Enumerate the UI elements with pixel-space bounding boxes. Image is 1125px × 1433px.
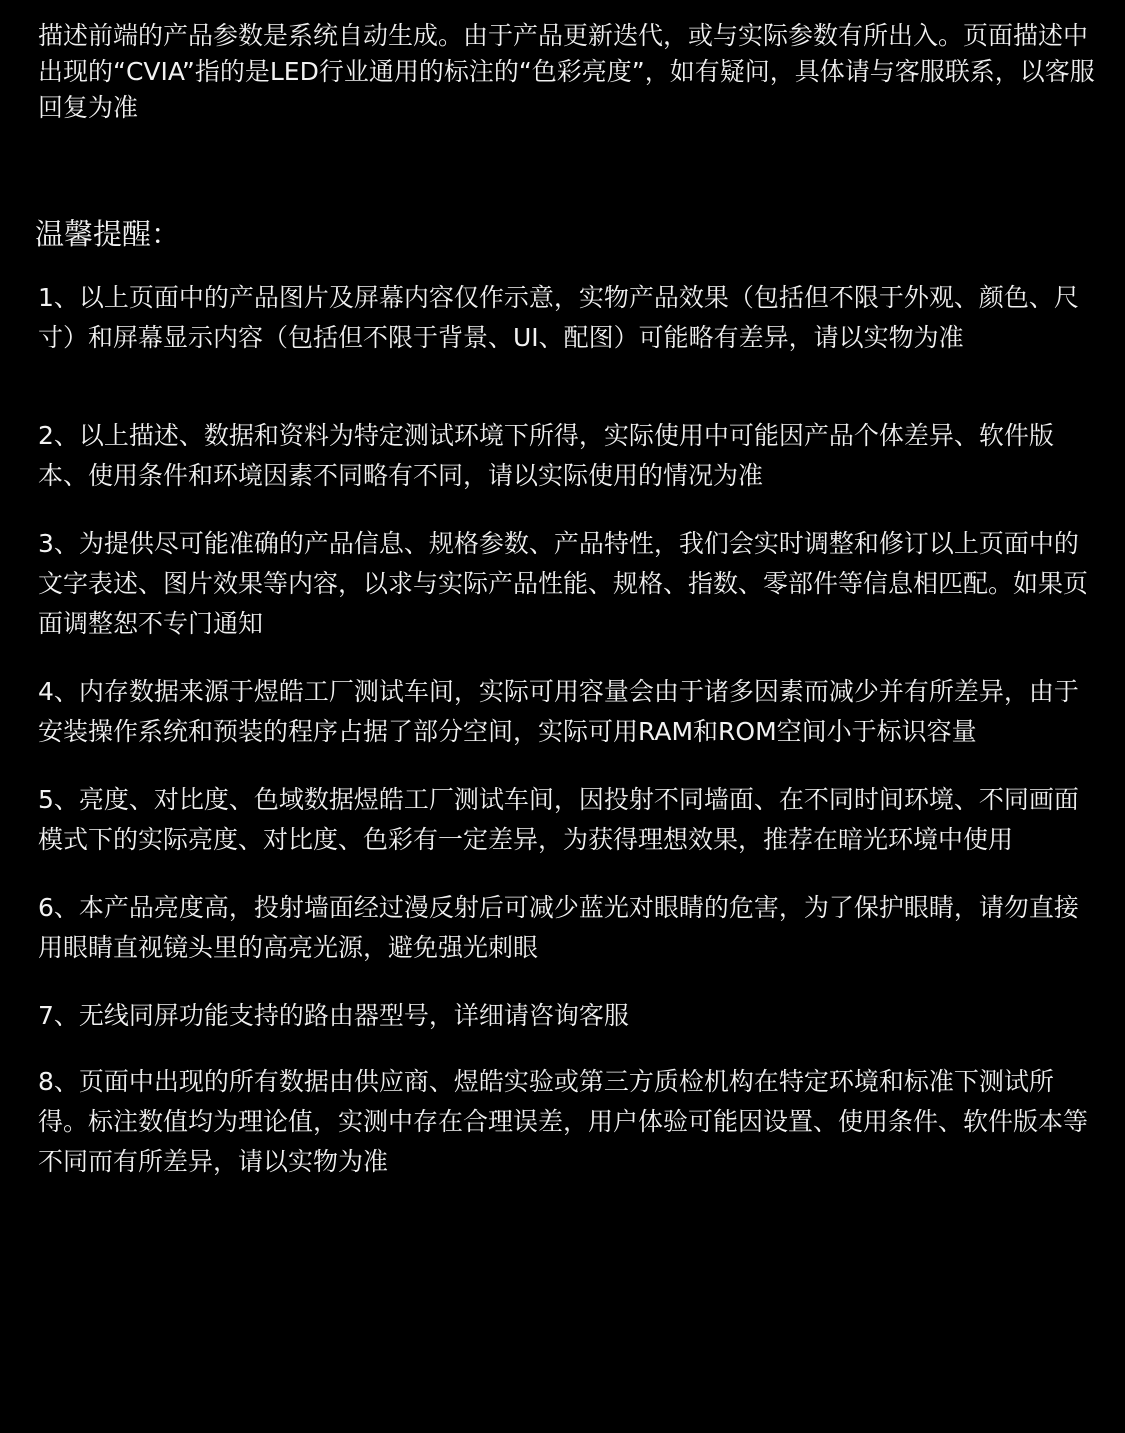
notice-item-2: 2、以上描述、数据和资料为特定测试环境下所得，实际使用中可能因产品个体差异、软件版本、使用条件和环境因素不同略有不同，请以实际使用的情况为准 <box>38 421 1054 490</box>
notice-list <box>38 278 1098 1182</box>
notice-item-8: 8、页面中出现的所有数据由供应商、煜皓实验或第三方质检机构在特定环境和标准下测试所得。标注数值均为理论值，实测中存在合理误差，用户体验可能因设置、使用条件、软件版本等不同而有所差异，请以实物为准 <box>38 1067 1089 1176</box>
notice-item-1: 1、以上页面中的产品图片及屏幕内容仅作示意，实物产品效果（包括但不限于外观、颜色、尺寸）和屏幕显示内容（包括但不限于背景、UI、配图）可能略有差异，请以实物为准 <box>38 283 1079 352</box>
notice-item-5: 5、亮度、对比度、色域数据煜皓工厂测试车间，因投射不同墙面、在不同时间环境、不同画面模式下的实际亮度、对比度、色彩有一定差异，为获得理想效果，推荐在暗光环境中使用 <box>38 785 1079 854</box>
notice-item-3: 3、为提供尽可能准确的产品信息、规格参数、产品特性，我们会实时调整和修订以上页面中的文字表述、图片效果等内容，以求与实际产品性能、规格、指数、零部件等信息相匹配。如果页面调整恕不专门通知 <box>38 529 1089 638</box>
notice-title: 温馨提醒： <box>35 217 181 251</box>
notice-item-6: 6、本产品亮度高，投射墙面经过漫反射后可减少蓝光对眼睛的危害，为了保护眼睛，请勿直接用眼睛直视镜头里的高亮光源，避免强光刺眼 <box>38 893 1079 962</box>
intro-paragraph: 描述前端的产品参数是系统自动生成。由于产品更新迭代，或与实际参数有所出入。页面描述中出现的“CVIA”指的是LED行业通用的标注的“色彩亮度”，如有疑问，具体请与客服联系，以客服回复为准 <box>38 21 1095 122</box>
notice-item-4: 4、内存数据来源于煜皓工厂测试车间，实际可用容量会由于诸多因素而减少并有所差异，由于安装操作系统和预装的程序占据了部分空间，实际可用RAM和ROM空间小于标识容量 <box>38 677 1079 746</box>
disclaimer-page <box>35 18 1098 1182</box>
notice-item-7: 7、无线同屏功能支持的路由器型号，详细请咨询客服 <box>38 1001 629 1030</box>
